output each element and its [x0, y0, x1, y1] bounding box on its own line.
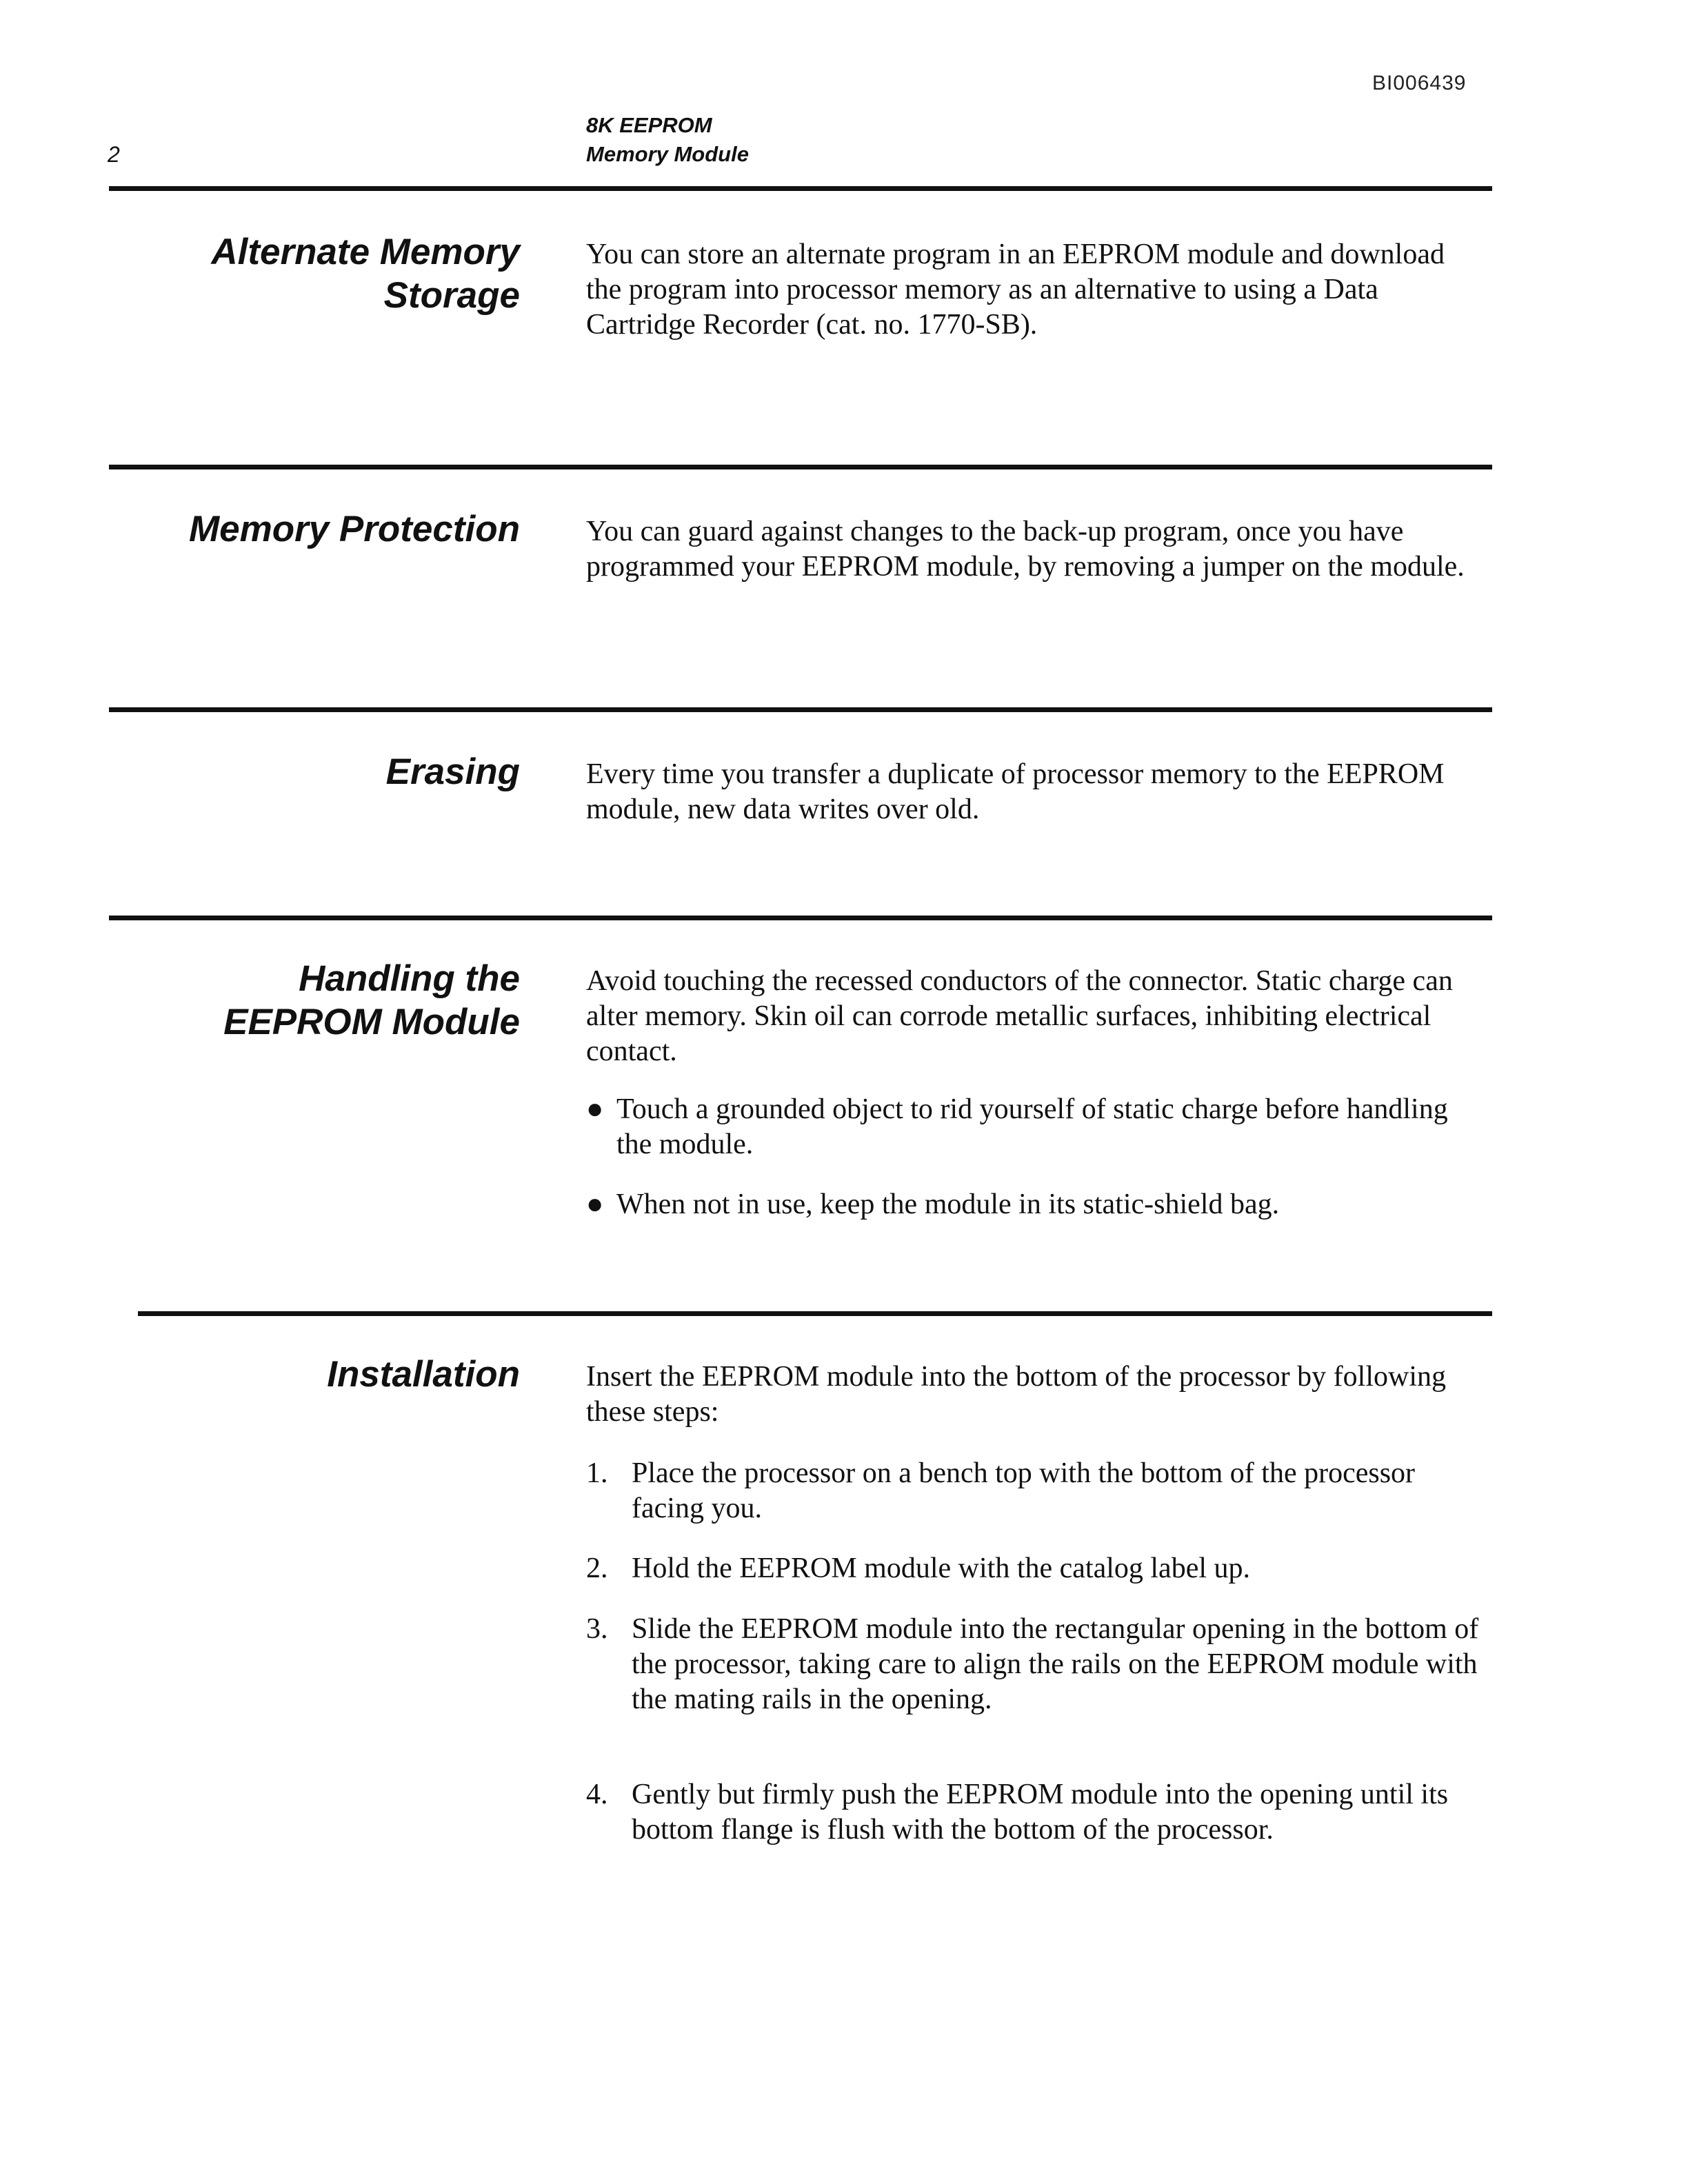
section-rule [138, 1311, 1492, 1316]
list-item [586, 1092, 1483, 1162]
list-item-text: When not in use, keep the module in its static-shield bag. [616, 1189, 1280, 1220]
step-text: Slide the EEPROM module into the rectangular opening in the bottom of the processor, taking care to align the rails on the EEPROM module with the mating rails in the opening. [632, 1613, 1479, 1715]
section-body-handling: Avoid touching the recessed conductors of the connector. Static charge can alter memory. Skin oil can corrode metallic surfaces, inhibiting electrical contact. [586, 965, 1453, 1067]
section-title-line: EEPROM Module [223, 1002, 520, 1042]
section-body-erasing: Every time you transfer a duplicate of processor memory to the EEPROM module, new data writes over old. [586, 758, 1445, 825]
list-item-text: Touch a grounded object to rid yourself of static charge before handling the module. [616, 1093, 1448, 1160]
section-title-erasing: Erasing [385, 751, 520, 792]
bullet-icon: ● [586, 1189, 604, 1220]
page-number: 2 [108, 142, 120, 167]
running-header-subtitle: Memory Module [586, 142, 749, 166]
section-title-line: Handling the [299, 958, 520, 999]
bullet-icon: ● [586, 1093, 604, 1125]
section-body-memory-protection: You can guard against changes to the back-up program, once you have programmed your EEPROM module, by removing a jumper on the module. [586, 516, 1465, 583]
document-id: BI006439 [1372, 72, 1467, 94]
section-title-handling [134, 957, 520, 1044]
section-rule [109, 916, 1492, 920]
step-number: 1. [586, 1457, 608, 1489]
step-text: Hold the EEPROM module with the catalog label up. [632, 1553, 1251, 1584]
list-item [586, 1612, 1483, 1717]
section-title-memory-protection: Memory Protection [188, 509, 520, 549]
list-item [586, 1551, 1483, 1586]
section-title-line: Storage [383, 275, 520, 316]
step-number: 4. [586, 1779, 608, 1810]
section-body-alternate-storage: You can store an alternate program in an EEPROM module and download the program into processor memory as an alternative to using a Data Cartridge Recorder (cat. no. 1770-SB). [586, 239, 1445, 341]
header-rule [109, 186, 1492, 191]
step-text: Place the processor on a bench top with the bottom of the processor facing you. [632, 1457, 1416, 1524]
section-title-installation: Installation [327, 1354, 520, 1395]
section-rule [109, 465, 1492, 469]
section-rule [109, 707, 1492, 712]
running-header-title: 8K EEPROM [586, 113, 712, 137]
section-title-alternate-storage [134, 230, 520, 317]
step-number: 2. [586, 1553, 608, 1584]
step-text: Gently but firmly push the EEPROM module into the opening until its bottom flange is flush with the bottom of the processor. [632, 1779, 1449, 1846]
section-title-line: Alternate Memory [211, 232, 520, 272]
list-item [586, 1456, 1483, 1526]
step-number: 3. [586, 1613, 608, 1645]
list-item [586, 1777, 1483, 1848]
section-body-installation: Insert the EEPROM module into the bottom of the processor by following these steps: [586, 1361, 1446, 1428]
list-item [586, 1187, 1483, 1222]
